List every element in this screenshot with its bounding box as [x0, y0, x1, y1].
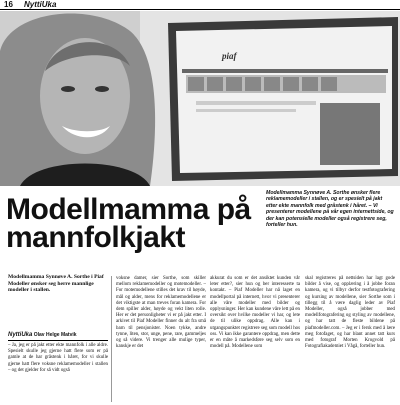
section-name: NyttiUka	[24, 0, 57, 9]
byline-author: Olav Helge Matvik	[33, 332, 77, 338]
article-column-1: – Ja, jeg er på jakt etter ekte mannfolk i alle aldre. Spesielt skulle jeg gjerne hatt flere som er på gamle at de har gråstenk i håret, for vi skulle gjerne hatt flere voksne reklamemodeller i stallen – og det gjelder for så vidt også	[8, 343, 108, 373]
byline-brand: NyttiUka	[8, 332, 33, 338]
page-number: 16	[4, 0, 13, 9]
article-column-3: akkurat du som er det ansiktet kunden vår leter etter?, sier hun og ber interesserte ta kontakt. – Piaf Modeller har nå laget en modellportal på internett, hvor vi presenterer alle våre modeller med bilder og opplysninger. Her kan kundene våre lett på en oversikt over hvilke modeller vi har, og lete de til ulike oppdrag. Alle kan i utgangspunktet registrere seg som modell hos oss. Vi kan ikke garantere oppdrag, men dette er en måte å markedsføre seg selv som en modell på. Modellene som	[210, 276, 300, 350]
photo-woman-with-computer	[0, 11, 400, 186]
headline: Modellmamma på mannfolkjakt	[6, 193, 251, 254]
article-dek: Modellmamma Synnøve A. Sorthe i Piaf Modeller ønsker seg herre mannlige modeller i stallen.	[8, 274, 104, 294]
byline-rule	[8, 340, 108, 341]
article-column-2: voksne damer, sier Sorthe, som skiller mellom reklamemodeller og motemodeller. – For motemodellene stilles det krav til høyde, mål og alder, mens for reklamemodellene er det viktigste at man treves foran kamera. For dem spiller alder, høyde og vekt liten rolle. Her er det personligheter vi er på jakt etter. I arkivet til Piaf Modeller finner du alt fra små barn til pensjonister. Noen tykke, andre tynne, liten, stor, unge, pene, rare, gammeljes og så videre. Vi trenger alle mulige typer, kanskje er det	[116, 276, 206, 350]
photo-illustration	[0, 11, 400, 186]
photo-caption: Modellmamma Synnøve A. Sorthe ønsker flere reklamemodeller i stallen, og er spesielt på jakt etter ekte mannfolk med gråstenk i håret. – Vi presenterer modellene på vår egen internettside, og der kan potensielle modeller også registrere seg, forteller hun.	[266, 190, 394, 229]
header-rule	[0, 9, 400, 10]
screen-brand-logo: piaf	[222, 51, 237, 61]
byline	[8, 332, 108, 338]
column-divider	[111, 276, 112, 402]
article-column-4: skal registreres på nettsiden har lagt gode bilder å vise, og opplæring i å jobbe foran kamera, og vi tilbyr derfor testfotografering og kursing av modellene, sier Sorthe som i tillegg til å være daglig leder av Piaf Modeller, også jobber med modellfotografering og styling av modellene, og har tatt de fleste bildene på piafmodeller.com. – Jeg er i fersk med å lære meg fotofaget, og har blant annet tatt kurs med fotograf Morten Krogvold på Fotografiakademiet i Vågå, forteller hun.	[305, 276, 395, 350]
